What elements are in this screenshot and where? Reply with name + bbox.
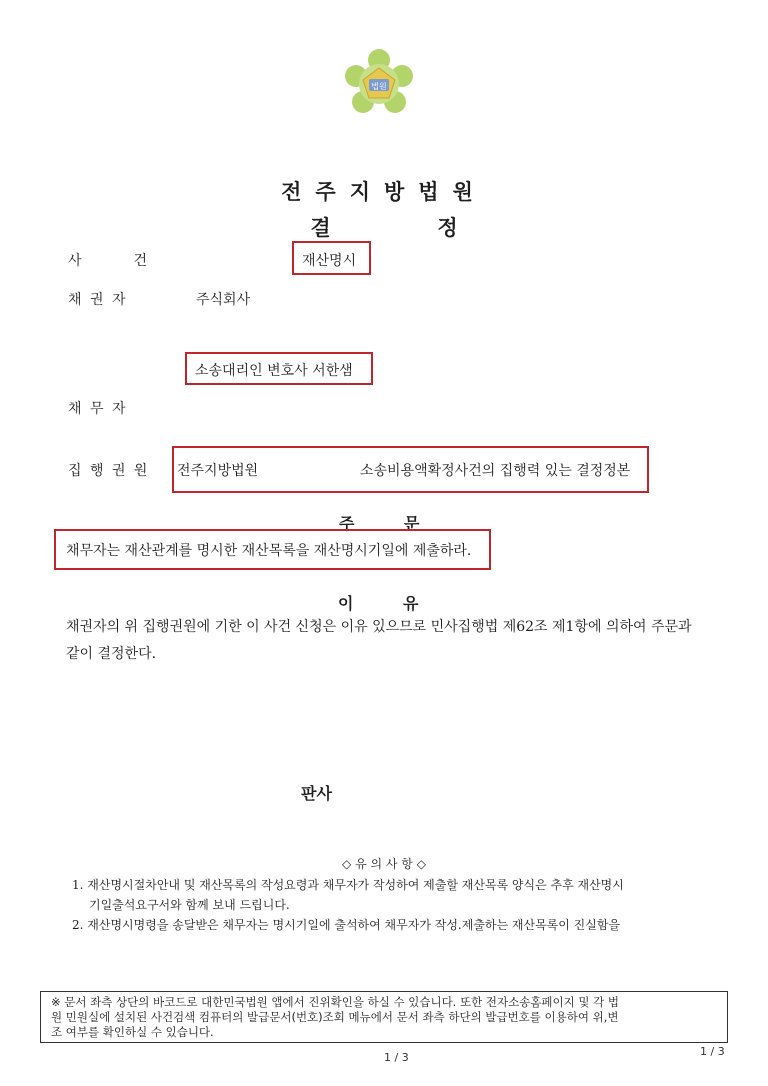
footer-line-1: ※ 문서 좌측 상단의 바코드로 대한민국법원 앱에서 진위확인을 하실 수 있습니다. 또한 전자소송홈페이지 및 각 법 <box>51 995 620 1009</box>
court-emblem <box>340 48 418 118</box>
notice-item1-line1: 1. 재산명시절차안내 및 재산목록의 작성요령과 채무자가 작성하여 제출할 재산목록 양식은 추후 재산명시 <box>72 878 624 892</box>
emblem-label: 법원 <box>371 82 387 91</box>
court-name: 전주지방법원 <box>281 179 487 204</box>
judge-label: 판사 <box>301 784 332 803</box>
notice-item2: 2. 재산명시명령을 송달받은 채무자는 명시기일에 출석하여 채무자가 작성.제출하는 재산목록이 진실함을 <box>72 918 621 932</box>
title-left: 결 <box>310 215 331 240</box>
execution-court: 전주지방법원 <box>177 463 259 479</box>
verification-notice-box <box>40 991 728 1043</box>
reason-text: 채권자의 위 집행권원에 기한 이 사건 신청은 이유 있으므로 민사집행법 제62조 제1항에 의하여 주문과 같이 결정한다. <box>66 619 692 662</box>
order-heading-right: 문 <box>404 514 420 533</box>
creditor-value: 주식회사 <box>196 292 251 308</box>
execution-description: 소송비용액확정사건의 집행력 있는 결정정본 <box>360 463 631 479</box>
page-number-corner: 1 / 3 <box>700 1045 725 1058</box>
case-value: 재산명시 <box>302 253 357 269</box>
agent-value: 소송대리인 변호사 서한샘 <box>195 363 353 379</box>
order-heading-left: 주 <box>339 514 355 533</box>
reason-heading-left: 이 <box>338 594 354 613</box>
notice-item1-line2: 기일출석요구서와 함께 보내 드립니다. <box>89 898 290 912</box>
notice-heading: ◇ 유 의 사 항 ◇ <box>342 857 426 871</box>
debtor-label: 채 무 자 <box>68 401 128 417</box>
title-right: 정 <box>437 215 458 240</box>
footer-line-3: 조 여부를 확인하실 수 있습니다. <box>51 1025 214 1039</box>
order-text: 채무자는 재산관계를 명시한 재산목록을 재산명시기일에 제출하라. <box>66 543 472 559</box>
document-title <box>0 212 768 242</box>
case-label: 사 건 <box>68 253 150 269</box>
reason-heading-right: 유 <box>403 594 419 613</box>
creditor-label: 채 권 자 <box>68 292 128 308</box>
page-number-center: 1 / 3 <box>384 1051 409 1064</box>
footer-line-2: 원 민원실에 설치된 사건검색 컴퓨터의 발급문서(번호)조회 메뉴에서 문서 좌측 하단의 발급번호를 이용하여 위,변 <box>51 1010 619 1024</box>
execution-title-label: 집 행 권 원 <box>68 463 150 479</box>
